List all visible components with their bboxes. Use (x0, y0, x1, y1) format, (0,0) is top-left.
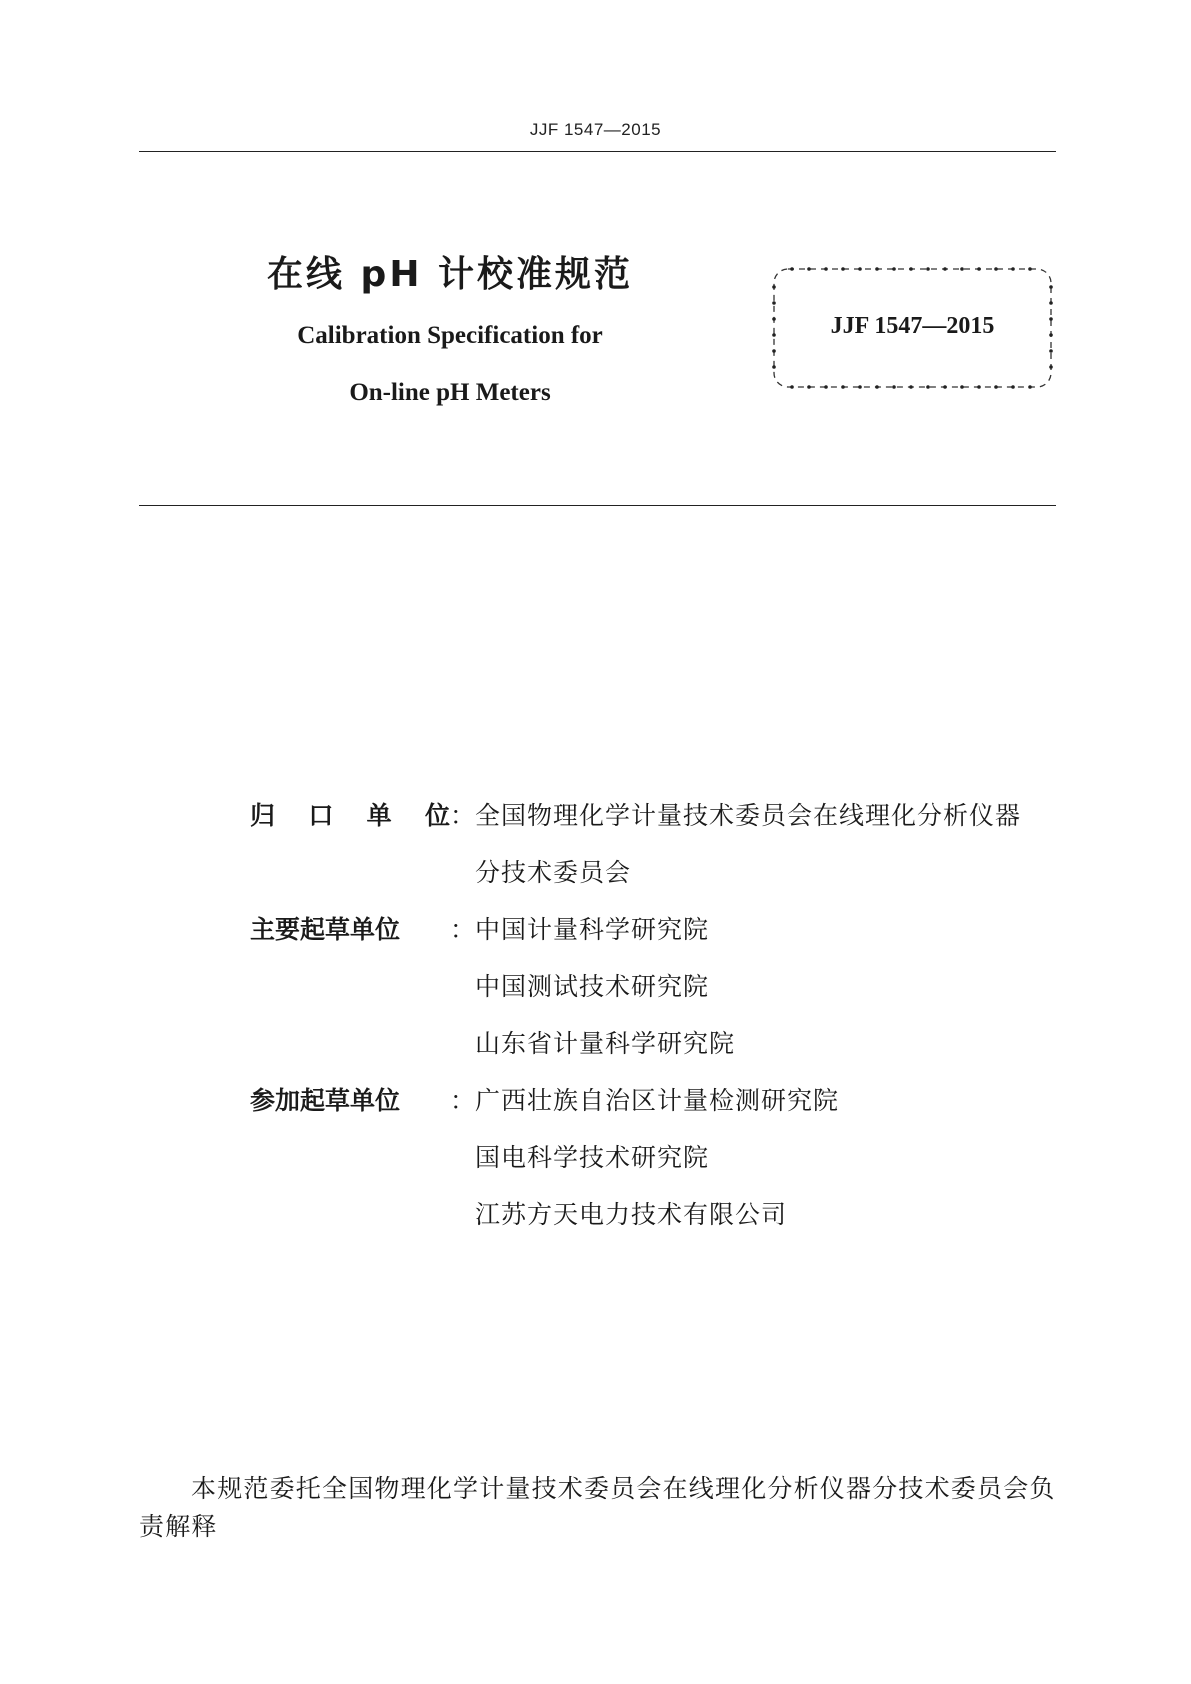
label-colon: ： (450, 1086, 476, 1115)
main-drafting-row-cont (250, 1024, 1070, 1080)
participating-row-cont (250, 1138, 1070, 1194)
document-title-english-line2: On-line pH Meters (349, 379, 551, 406)
standard-code-box (770, 265, 1055, 391)
participating-row (250, 1081, 1070, 1137)
main-drafting-org: 中国计量科学研究院 (475, 915, 710, 944)
responsible-org-line: 分技术委员会 (475, 858, 632, 887)
main-drafting-row (250, 910, 1070, 966)
label-colon: ： (450, 801, 476, 830)
label-colon: ： (450, 915, 476, 944)
responsible-org-line: 全国物理化学计量技术委员会在线理化分析仪器 (475, 801, 1022, 830)
participating-row-cont (250, 1195, 1070, 1251)
header-rule (139, 151, 1056, 152)
standard-code: JJF 1547—2015 (830, 313, 995, 339)
interpretation-note: 本规范委托全国物理化学计量技术委员会在线理化分析仪器分技术委员会负责解释 (139, 1474, 1056, 1541)
main-drafting-org: 山东省计量科学研究院 (475, 1029, 736, 1058)
participating-org: 国电科学技术研究院 (475, 1143, 710, 1172)
document-title-english-line1: Calibration Specification for (297, 322, 603, 349)
participating-label: 参加起草单位 (250, 1086, 401, 1115)
running-header: JJF 1547—2015 (529, 120, 662, 139)
responsible-org-row (250, 796, 1070, 852)
main-drafting-row-cont (250, 967, 1070, 1023)
participating-org: 江苏方天电力技术有限公司 (475, 1200, 788, 1229)
main-drafting-org: 中国测试技术研究院 (475, 972, 710, 1001)
responsible-org-label: 归 口 单 位 (250, 801, 450, 830)
participating-org: 广西壮族自治区计量检测研究院 (475, 1086, 840, 1115)
responsible-org-row-cont (250, 853, 1070, 909)
document-title-chinese: 在线 pH 计校准规范 (267, 254, 633, 295)
main-drafting-label: 主要起草单位 (250, 915, 401, 944)
title-block-rule (139, 505, 1056, 506)
